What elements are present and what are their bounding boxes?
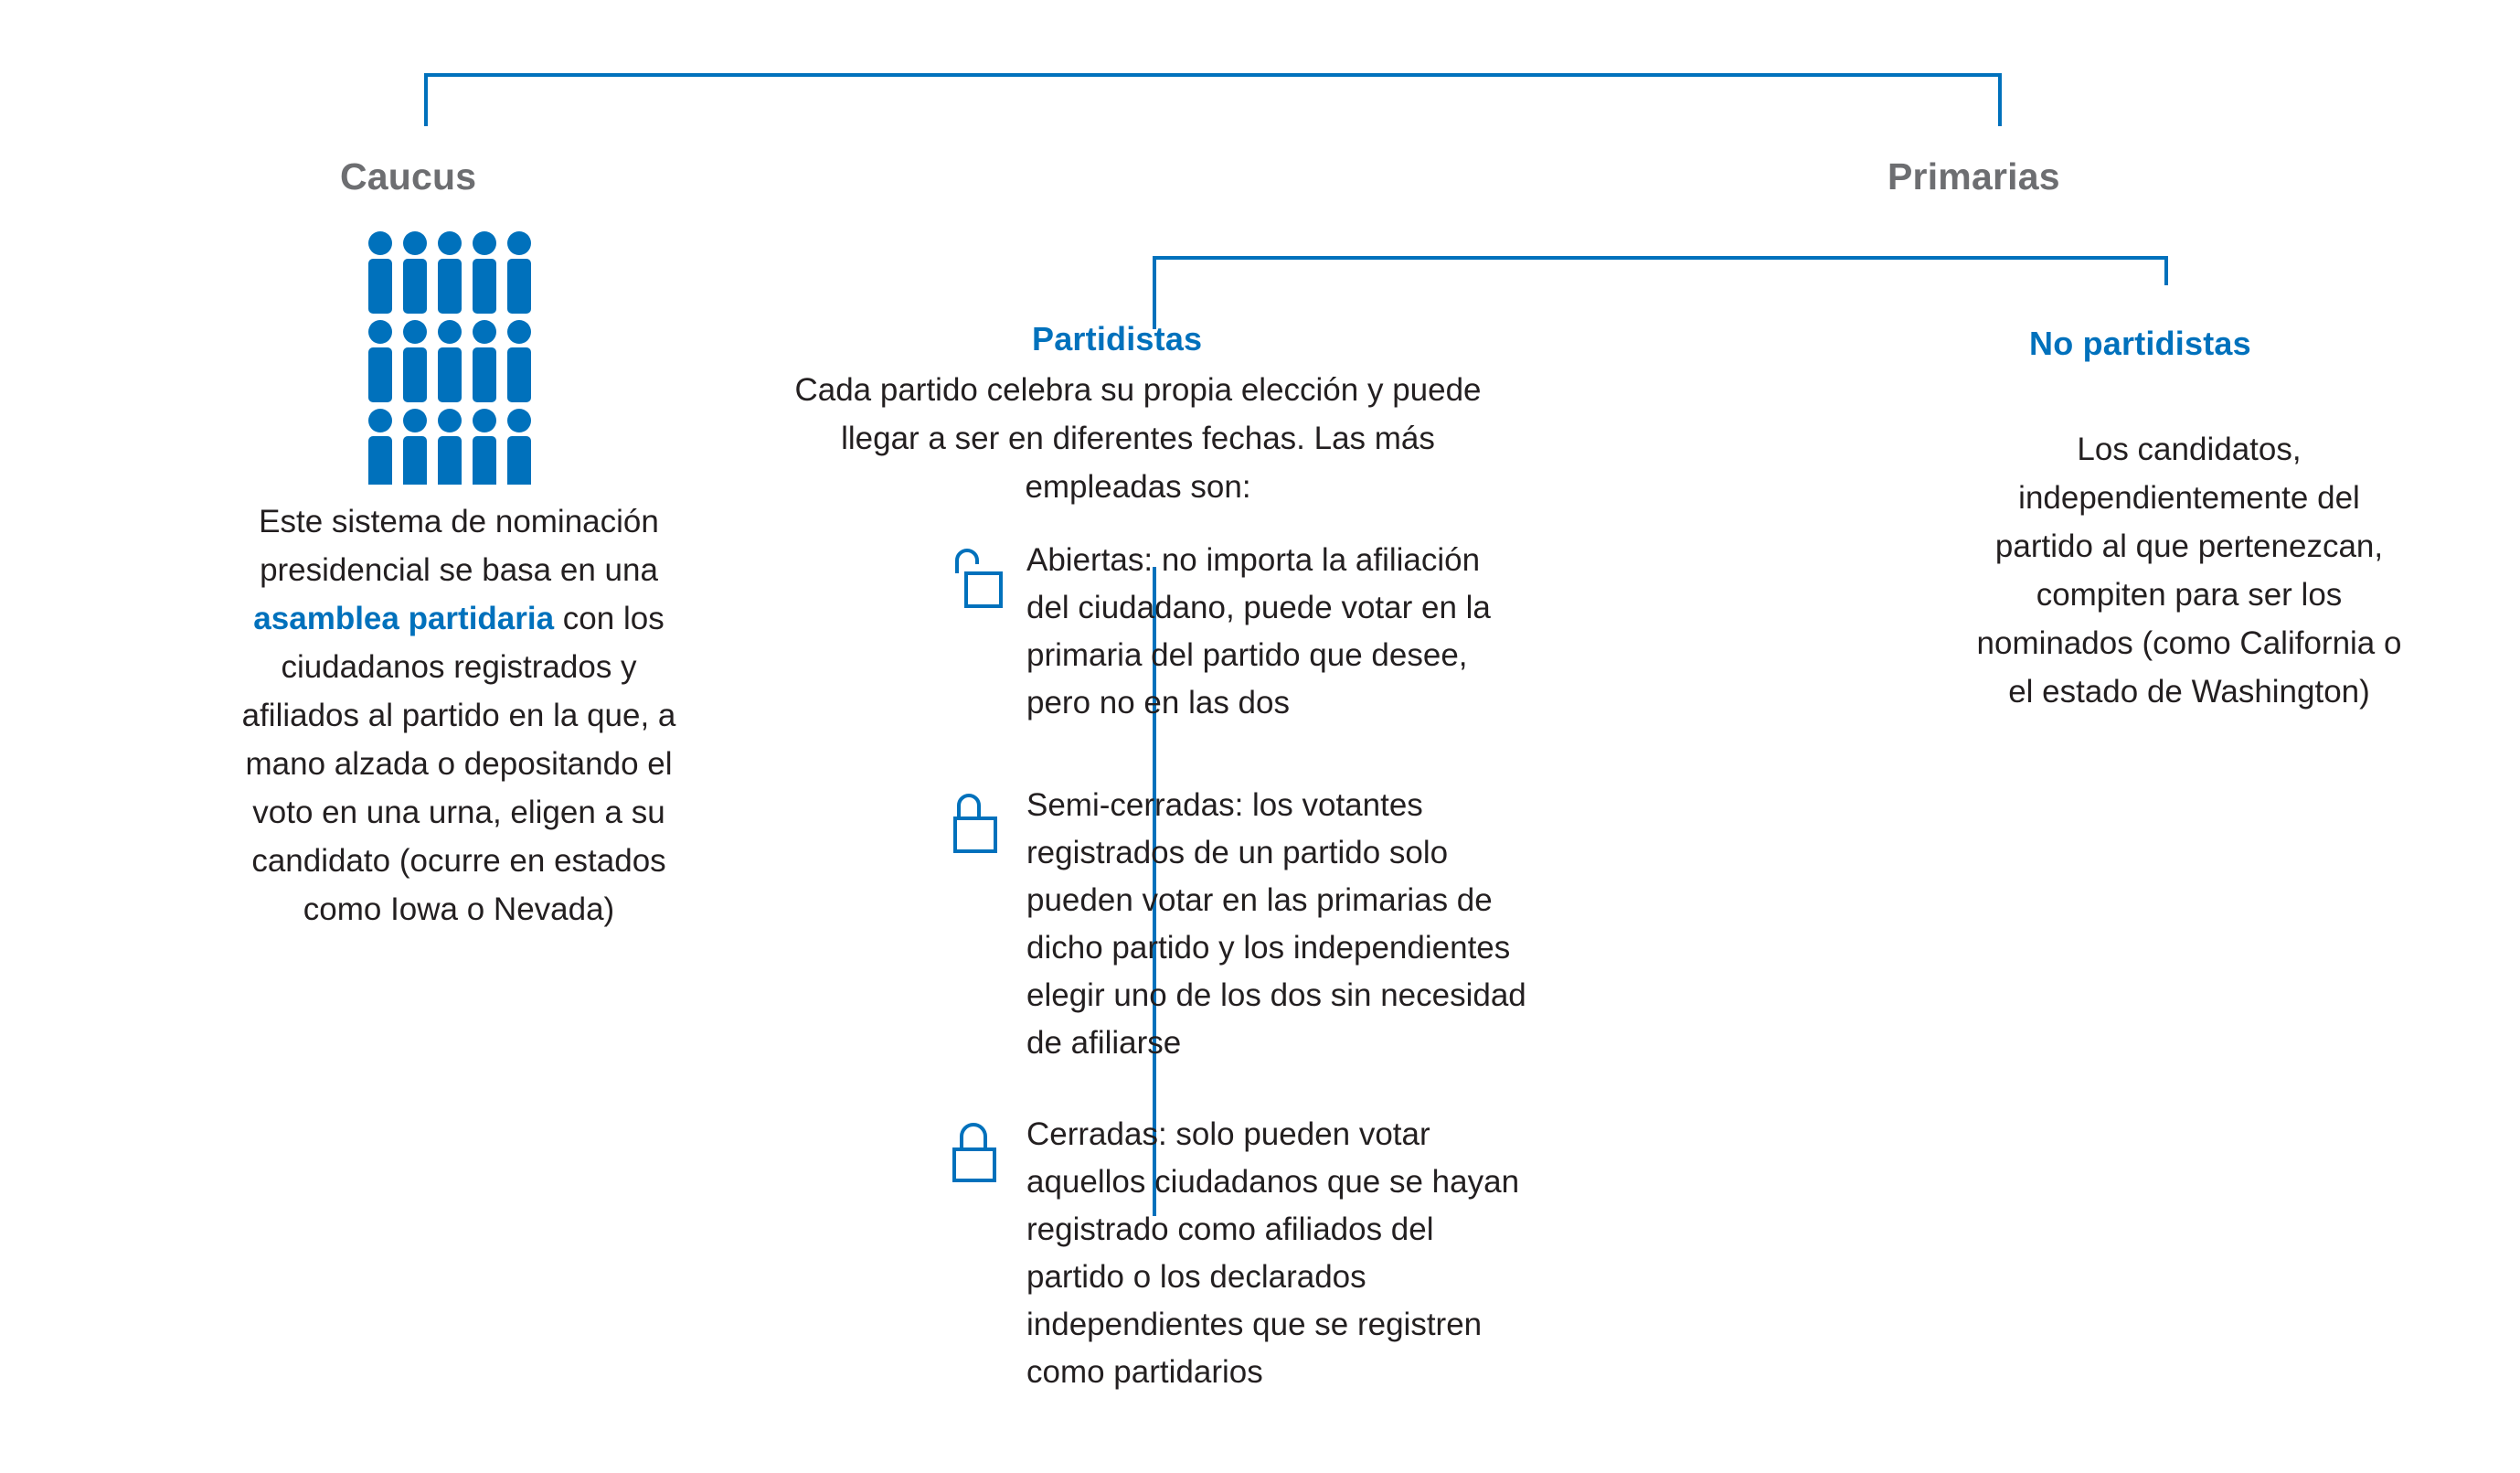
partidistas-branch	[777, 366, 1526, 1431]
caucus-text-highlight: asamblea partidaria	[253, 601, 555, 636]
primary-type-text: Semi-cerradas: los votantes registrados de un partido solo pueden votar en las primarias de dicho partido y los independientes elegir uno de los dos sin necesidad de afiliarse	[1026, 787, 1526, 1061]
heading-primarias: Primarias	[1887, 155, 2060, 197]
no-partidistas-description: Los candidatos, independientemente del partido al que pertenezcan, compiten para ser los nominados (como California o el estado de Washington)	[1976, 432, 2402, 710]
primary-type-text: Abiertas: no importa la afiliación del ciudadano, puede votar en la primaria del partido que desee, pero no en las dos	[1026, 542, 1491, 720]
open-padlock-icon	[946, 542, 1006, 610]
heading-caucus: Caucus	[340, 155, 477, 197]
partidistas-intro: Cada partido celebra su propia elección y puede llegar a ser en diferentes fechas. Las más empleadas son:	[794, 372, 1482, 505]
primary-type-text: Cerradas: solo pueden votar aquellos ciudadanos que se hayan registrado como afiliados del partido o los declarados independientes que se registren como partidarios	[1026, 1116, 1520, 1390]
heading-no-partidistas: No partidistas	[2029, 325, 2251, 362]
people-group-icon	[366, 229, 553, 485]
caucus-description	[230, 497, 687, 934]
no-partidistas-branch	[1974, 393, 2404, 748]
caucus-text-before: Este sistema de nominación presidencial se basa en una	[259, 504, 659, 588]
heading-partidistas: Partidistas	[1032, 320, 1203, 358]
caucus-branch	[203, 229, 715, 934]
primary-type-item	[946, 782, 1526, 1067]
primary-type-item	[946, 537, 1526, 727]
half-open-padlock-icon	[946, 787, 1006, 855]
caucus-text-after: con los ciudadanos registrados y afiliados al partido en la que, a mano alzada o depositando el voto en una urna, eligen a su candidato (ocurre en estados como Iowa o Nevada)	[241, 601, 676, 927]
primary-type-item	[946, 1111, 1526, 1396]
closed-padlock-icon	[946, 1116, 1006, 1184]
